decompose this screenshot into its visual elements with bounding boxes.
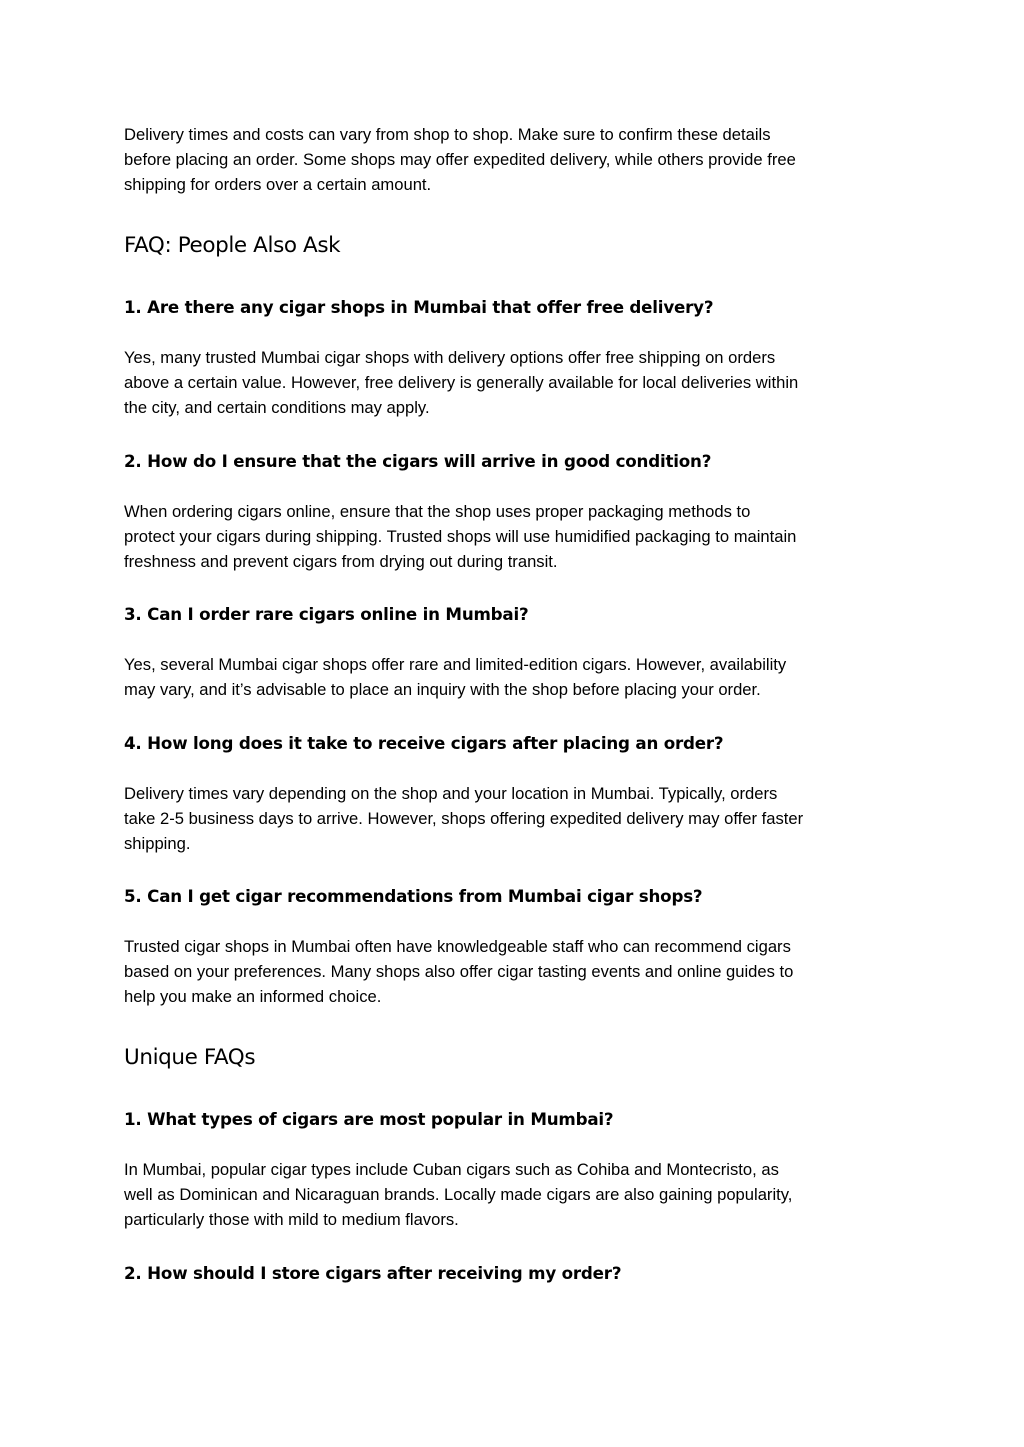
text-line: particularly those with mild to medium flavors. [124, 1210, 459, 1230]
text-line: freshness and prevent cigars from drying out during transit. [124, 552, 558, 572]
faq-answer-4 [124, 781, 803, 857]
text-line: well as Dominican and Nicaraguan brands. Locally made cigars are also gaining popularity, [124, 1185, 793, 1205]
text-line: Yes, many trusted Mumbai cigar shops with delivery options offer free shipping on orders [124, 348, 776, 367]
faq-question-2: 2. How do I ensure that the cigars will arrive in good condition? [124, 451, 712, 471]
faq-question-1: 1. Are there any cigar shops in Mumbai that offer free delivery? [124, 297, 714, 317]
text-line: before placing an order. Some shops may offer expedited delivery, while others provide free [124, 150, 796, 170]
faq-answer-2 [124, 499, 796, 575]
text-line: Delivery times vary depending on the shop and your location in Mumbai. Typically, orders [124, 784, 778, 803]
text-line: In Mumbai, popular cigar types include Cuban cigars such as Cohiba and Montecristo, as [124, 1160, 779, 1179]
text-line: Trusted cigar shops in Mumbai often have knowledgeable staff who can recommend cigars [124, 937, 791, 956]
text-line: Yes, several Mumbai cigar shops offer rare and limited-edition cigars. However, availability [124, 655, 787, 674]
faq-answer-3 [124, 652, 786, 702]
text-line: the city, and certain conditions may apply. [124, 398, 430, 418]
faq-answer-1 [124, 345, 798, 421]
text-line: shipping for orders over a certain amount. [124, 175, 432, 195]
intro-paragraph [124, 122, 796, 198]
unique-question-1: 1. What types of cigars are most popular in Mumbai? [124, 1109, 614, 1129]
text-line: based on your preferences. Many shops also offer cigar tasting events and online guides to [124, 962, 794, 982]
unique-answer-1 [124, 1157, 792, 1233]
text-line: help you make an informed choice. [124, 987, 382, 1007]
faq-answer-5 [124, 934, 793, 1010]
faq-question-5: 5. Can I get cigar recommendations from Mumbai cigar shops? [124, 886, 703, 906]
text-line: When ordering cigars online, ensure that the shop uses proper packaging methods to [124, 502, 751, 521]
faq-question-4: 4. How long does it take to receive cigars after placing an order? [124, 733, 724, 753]
text-line: take 2-5 business days to arrive. However, shops offering expedited delivery may offer faster [124, 809, 804, 829]
faq-question-3: 3. Can I order rare cigars online in Mumbai? [124, 604, 529, 624]
text-line: shipping. [124, 834, 191, 854]
unique-faqs-title: Unique FAQs [124, 1045, 256, 1070]
text-line: may vary, and it’s advisable to place an inquiry with the shop before placing your order. [124, 680, 761, 700]
text-line: Delivery times and costs can vary from shop to shop. Make sure to confirm these details [124, 125, 771, 144]
text-line: protect your cigars during shipping. Trusted shops will use humidified packaging to maintain [124, 527, 797, 547]
faq-section-title: FAQ: People Also Ask [124, 233, 341, 258]
text-line: above a certain value. However, free delivery is generally available for local deliveries within [124, 373, 799, 393]
unique-question-2: 2. How should I store cigars after receiving my order? [124, 1263, 622, 1283]
